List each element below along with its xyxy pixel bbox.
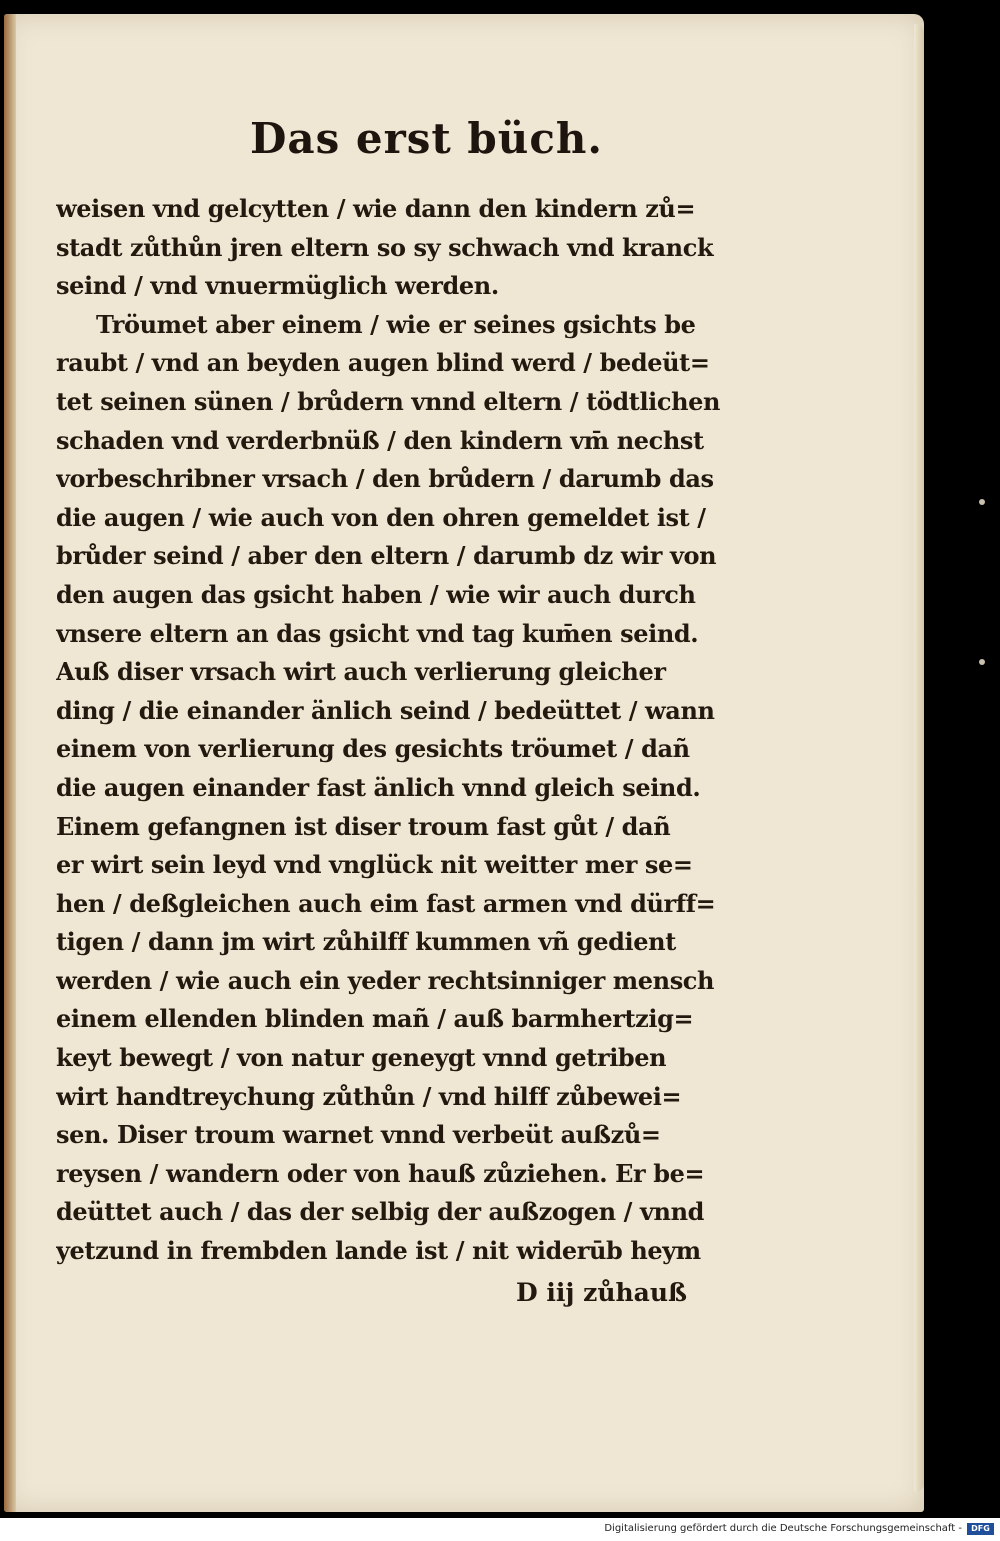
text-line: vorbeschribner vrsach / den brůdern / darumb das bbox=[56, 464, 714, 494]
text-line: einem von verlierung des gesichts tröumet / dañ bbox=[56, 734, 690, 764]
funding-credit: Digitalisierung gefördert durch die Deutsche Forschungsgemeinschaft - bbox=[604, 1523, 962, 1534]
text-line: seind / vnd vnuermüglich werden. bbox=[56, 271, 499, 301]
text-line: yetzund in frembden lande ist / nit widerūb heym bbox=[56, 1236, 701, 1266]
text-line: brůder seind / aber den eltern / darumb dz wir von bbox=[56, 541, 717, 571]
text-line: wirt handtreychung zůthůn / vnd hilff zůbewei= bbox=[56, 1081, 682, 1111]
text-line: stadt zůthůn jren eltern so sy schwach vnd kranck bbox=[56, 232, 714, 262]
page-fore-edge bbox=[914, 24, 924, 1492]
text-line: weisen vnd gelcytten / wie dann den kindern zů= bbox=[56, 194, 696, 223]
text-line: Einem gefangnen ist diser troum fast gůt / dañ bbox=[56, 811, 671, 841]
paragraph-start-line: Tröumet aber einem / wie er seines gsichts be bbox=[96, 309, 696, 339]
signature-catchword: D iij zůhauß bbox=[516, 1278, 688, 1307]
text-line: die augen einander fast änlich vnnd gleich seind. bbox=[56, 772, 701, 802]
text-line: tet seinen sünen / brůdern vnnd eltern / tödtlichen bbox=[56, 386, 721, 416]
text-line: hen / deßgleichen auch eim fast armen vnd dürff= bbox=[56, 888, 716, 918]
paper-speck bbox=[979, 499, 985, 505]
text-line: Auß diser vrsach wirt auch verlierung gleicher bbox=[56, 657, 666, 687]
text-block bbox=[56, 190, 746, 1271]
text-line: er wirt sein leyd vnd vnglück nit weitter mer se= bbox=[56, 850, 693, 880]
page-spine-edge bbox=[4, 14, 16, 1512]
text-line: deüttet auch / das der selbig der außzogen / vnnd bbox=[56, 1197, 705, 1227]
text-line: werden / wie auch ein yeder rechtsinniger mensch bbox=[56, 965, 715, 995]
footer-bar bbox=[0, 1518, 1000, 1541]
text-line: einem ellenden blinden mañ / auß barmhertzig= bbox=[56, 1004, 694, 1034]
paper-speck bbox=[979, 659, 985, 665]
text-line: reysen / wandern oder von hauß zůziehen. Er be= bbox=[56, 1158, 705, 1188]
text-line: die augen / wie auch von den ohren gemeldet ist / bbox=[56, 502, 706, 532]
text-line: schaden vnd verderbnüß / den kindern vm̄ nechst bbox=[56, 425, 704, 455]
text-line: vnsere eltern an das gsicht vnd tag kum̄en seind. bbox=[56, 618, 699, 648]
text-line: ding / die einander änlich seind / bedeüttet / wann bbox=[56, 695, 715, 725]
text-line: sen. Diser troum warnet vnnd verbeüt außzů= bbox=[56, 1120, 661, 1150]
text-line: raubt / vnd an beyden augen blind werd / bedeüt= bbox=[56, 348, 710, 378]
text-line: den augen das gsicht haben / wie wir auch durch bbox=[56, 579, 696, 609]
running-head: Das erst büch. bbox=[250, 114, 604, 163]
text-line: tigen / dann jm wirt zůhilff kummen vñ gedient bbox=[56, 927, 676, 957]
dfg-logo: DFG bbox=[967, 1523, 994, 1535]
text-line: keyt bewegt / von natur geneygt vnnd getriben bbox=[56, 1043, 667, 1073]
